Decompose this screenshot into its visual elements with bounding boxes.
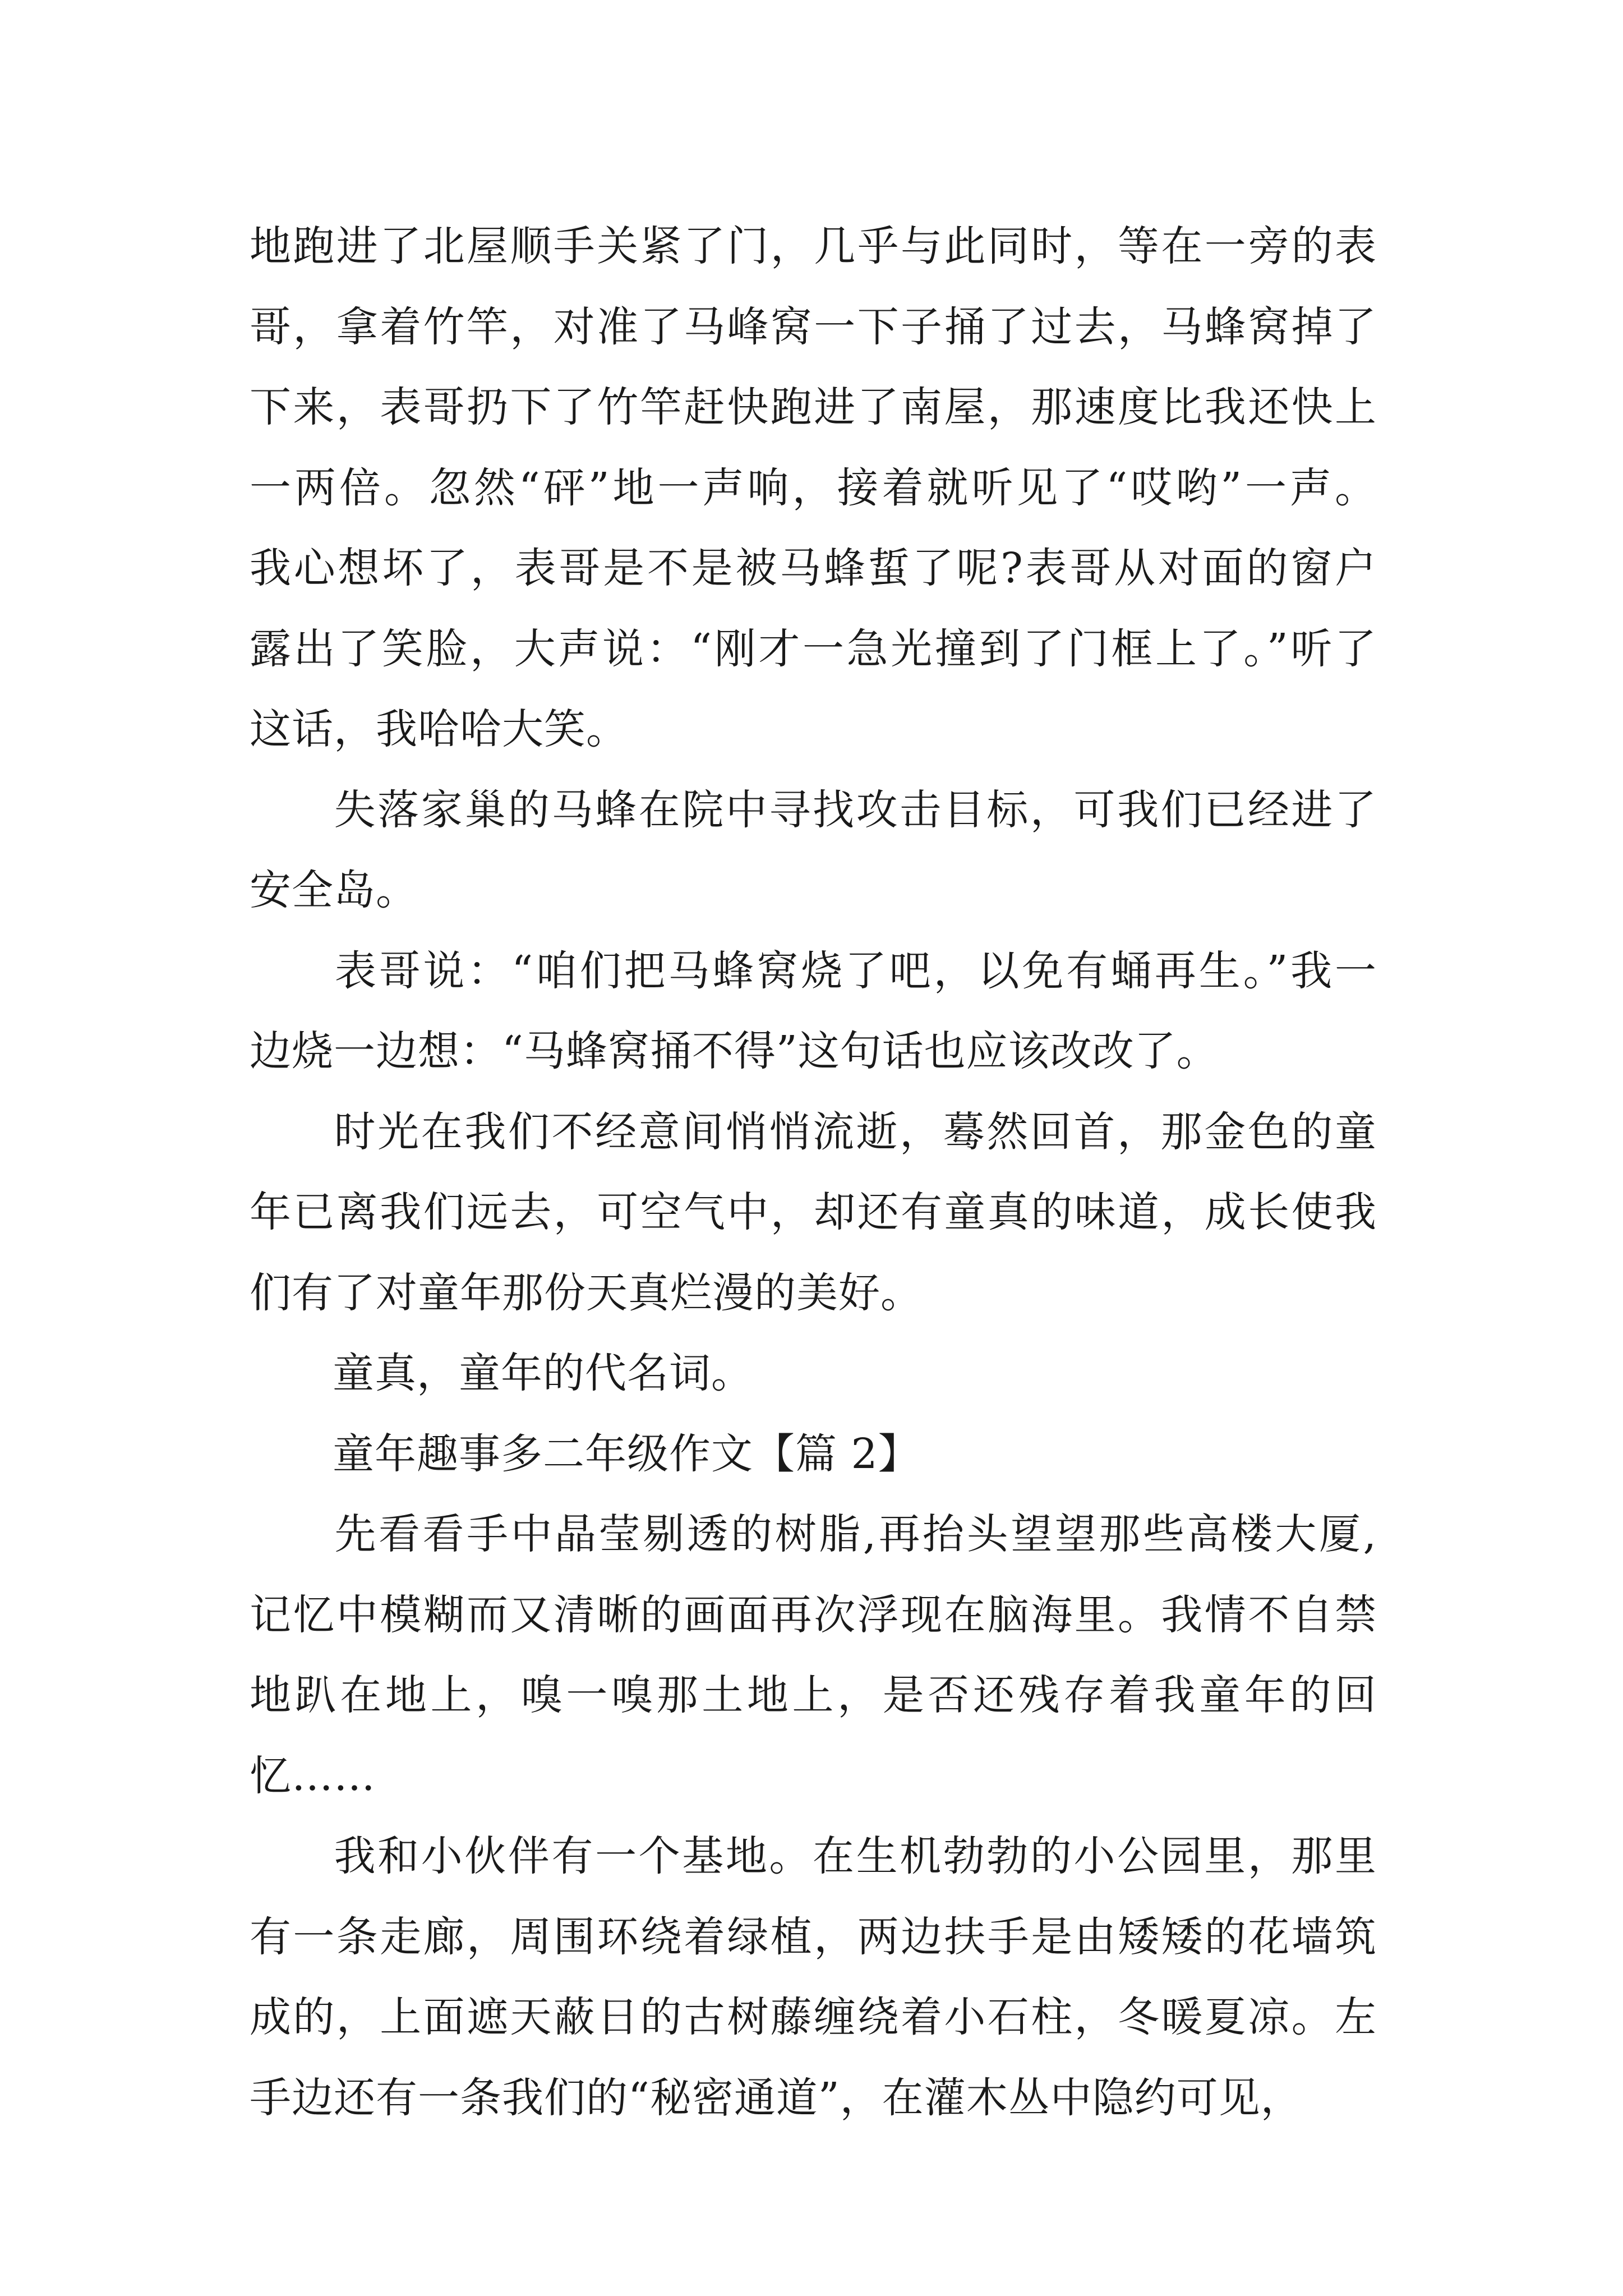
text-line	[250, 1333, 1377, 1414]
text-span: 我和小伙伴有一个基地。在生机勃勃的小公园里，那里	[333, 1832, 1377, 1880]
essay-text	[250, 206, 1377, 2138]
text-line: 手边还有一条我们的“秘密通道”，在灌木丛中隐约可见，	[250, 2073, 1303, 2122]
text-span: 表哥说：“咱们把马蜂窝烧了吧，以免有蛹再生。”我一	[333, 946, 1377, 995]
heading-text: 童年趣事多二年级作文【篇 2】	[333, 1429, 920, 1478]
heading-line	[250, 1414, 1377, 1495]
text-line: 地趴在地上，嗅一嗅那土地上，是否还残存着我童年的回	[250, 1671, 1377, 1719]
paragraph-7	[250, 1494, 1377, 1816]
text-line	[250, 1816, 1377, 1897]
text-line: 安全岛。	[250, 866, 418, 914]
text-line: 有一条走廊，周围环绕着绿植，两边扶手是由矮矮的花墙筑	[250, 1912, 1377, 1961]
text-span: 童真，童年的代名词。	[333, 1349, 753, 1397]
text-span: 先看看手中晶莹剔透的树脂,再抬头望望那些高楼大厦,	[333, 1510, 1377, 1558]
text-line: 下来，表哥扔下了竹竿赶快跑进了南屋，那速度比我还快上	[250, 383, 1377, 431]
text-span: 时光在我们不经意间悄悄流逝，蓦然回首，那金色的童	[333, 1107, 1377, 1156]
text-line: 边烧一边想：“马蜂窝捅不得”这句话也应该改改了。	[250, 1027, 1219, 1075]
paragraph-4	[250, 1092, 1377, 1334]
text-line	[250, 1092, 1377, 1173]
paragraph-8	[250, 1816, 1377, 2138]
text-line: 这话，我哈哈大笑。	[250, 705, 628, 753]
paragraph-5	[250, 1333, 1377, 1414]
text-line: 成的，上面遮天蔽日的古树藤缠绕着小石柱，冬暖夏凉。左	[250, 1993, 1377, 2041]
text-line: 露出了笑脸，大声说：“刚才一急光撞到了门框上了。”听了	[250, 624, 1377, 673]
text-span: 失落家巢的马蜂在院中寻找攻击目标，可我们已经进了	[333, 785, 1377, 834]
text-line: 年已离我们远去，可空气中，却还有童真的味道，成长使我	[250, 1188, 1377, 1236]
text-line: 地跑进了北屋顺手关紧了门，几乎与此同时，等在一旁的表	[250, 222, 1377, 270]
text-line: 哥，拿着竹竿，对准了马峰窝一下子捅了过去，马蜂窝掉了	[250, 302, 1377, 351]
section-heading	[250, 1414, 1377, 1495]
paragraph-2	[250, 770, 1377, 931]
text-line: 一两倍。忽然“砰”地一声响，接着就听见了“哎哟”一声。	[250, 463, 1377, 512]
text-line	[250, 931, 1377, 1012]
text-line: 忆……	[250, 1751, 376, 1800]
paragraph-3	[250, 931, 1377, 1092]
text-line	[250, 770, 1377, 851]
text-line: 我心想坏了，表哥是不是被马蜂蜇了呢?表哥从对面的窗户	[250, 544, 1377, 592]
text-line: 们有了对童年那份天真烂漫的美好。	[250, 1268, 923, 1317]
paragraph-1	[250, 206, 1377, 770]
text-line	[250, 1494, 1377, 1575]
text-line: 记忆中模糊而又清晰的画面再次浮现在脑海里。我情不自禁	[250, 1590, 1377, 1639]
